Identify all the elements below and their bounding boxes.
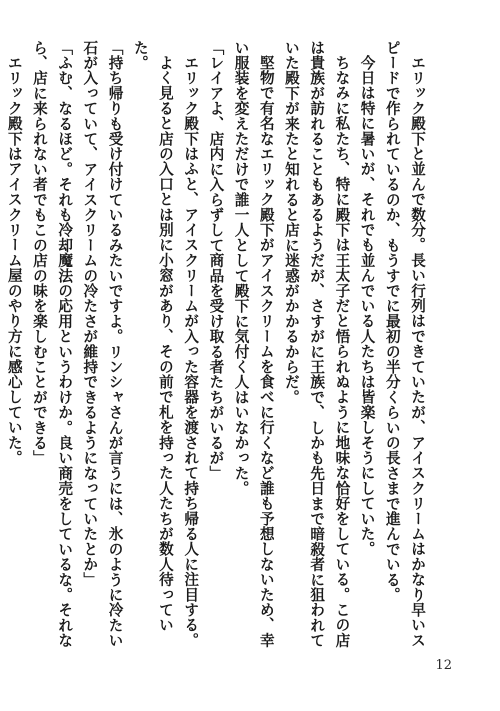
paragraph-1: エリック殿下と並んで数分。長い行列はできていたが、アイスクリームはかなり早いスピードで作られているのか、もうすでに最初の半分くらいの長さまで進んでいる。: [383, 40, 426, 648]
paragraph-6: よく見ると店の入口とは別に小窓があり、その前で札を持った人たちが数人待っていた。: [131, 40, 174, 633]
paragraph-2: 今日は特に暑いが、それでも並んでいる人たちは皆楽しそうにしていた。: [358, 54, 376, 557]
dialogue-1: 「レイアよ、店内に入らずして商品を受け取る者たちがいるが」: [207, 40, 225, 481]
page-number: 12: [435, 658, 452, 673]
vertical-text-body: [2, 40, 430, 658]
paragraph-7: エリック殿下はアイスクリーム屋のやり方に感心していた。: [5, 54, 23, 465]
paragraph-5: エリック殿下はふと、アイスクリームが入った容器を渡されて持ち帰る人に注目する。: [182, 54, 200, 648]
dialogue-3: 「ふむ、なるほど。それも冷却魔法の応用というわけか。良い商売をしているな。それなら、店に来られない者でもこの店の味を楽しむことができる」: [30, 40, 74, 648]
paragraph-4: 堅物で有名なエリック殿下がアイスクリームを食べに行くなど誰も予想しないため、幸い服装を変えただけで誰一人として殿下に気付く人はいなかった。: [232, 40, 275, 648]
paragraph-3: ちなみに私たち、特に殿下は王太子だと悟られぬように地味な恰好をしている。この店は貴族が訪れることもあるようだが、さすがに王族で、しかも先日まで暗殺者に狙われていた殿下が来たと知れると店に迷惑がかかるからだ。: [282, 40, 351, 648]
dialogue-2: 「持ち帰りも受け付けているみたいですよ。リンシャさんが言うには、氷のように冷たい石が入っていて、アイスクリームの冷たさが維持できるようになっていたとか」: [81, 40, 124, 648]
